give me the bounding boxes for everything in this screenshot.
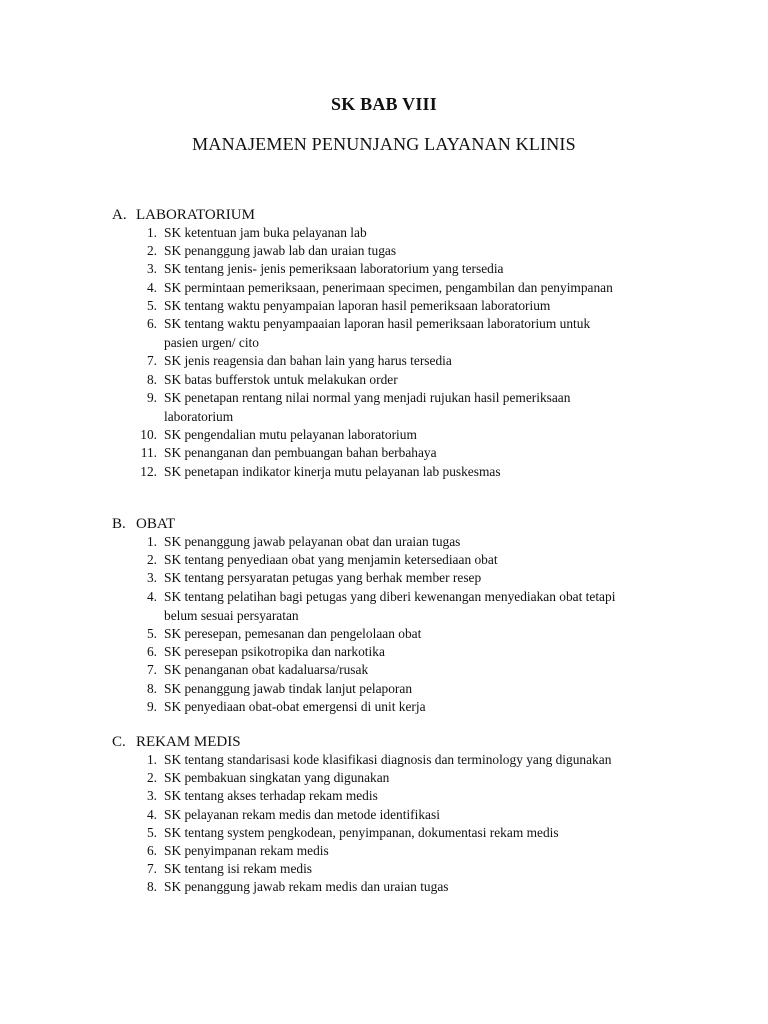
item-number: 7. [146, 353, 157, 369]
item-number: 5. [146, 297, 157, 313]
item-text: SK penanggung jawab pelayanan obat dan uraian tugas [164, 534, 461, 549]
item-text: SK penyimpanan rekam medis [164, 843, 329, 859]
item-text: SK pengendalian mutu pelayanan laboratorium [164, 427, 417, 443]
item-number: 3. [146, 788, 157, 804]
item-number: 7. [146, 662, 157, 678]
item-text: SK tentang penyediaan obat yang menjamin ketersediaan obat [164, 552, 498, 568]
list-item [112, 260, 712, 278]
list-item [112, 787, 712, 805]
list-item [112, 569, 712, 587]
item-number: 9. [146, 698, 157, 714]
item-number: 8. [146, 680, 157, 696]
item-number: 7. [146, 861, 157, 877]
item-number: 1. [146, 752, 157, 767]
list-item [112, 751, 712, 769]
item-text: SK tentang persyaratan petugas yang berhak member resep [164, 570, 482, 586]
item-text: SK permintaan pemeriksaan, penerimaan specimen, pengambilan dan penyimpanan [164, 279, 613, 295]
item-text: SK pelayanan rekam medis dan metode identifikasi [164, 806, 440, 822]
item-number: 2. [146, 243, 157, 259]
item-text: SK pembakuan singkatan yang digunakan [164, 770, 390, 786]
list-item [112, 279, 712, 297]
item-number: 10. [140, 427, 157, 443]
item-text: SK penetapan rentang nilai normal yang menjadi rujukan hasil pemeriksaan [164, 389, 571, 405]
list-item [112, 224, 712, 242]
item-text: SK tentang isi rekam medis [164, 861, 313, 877]
item-text-continued: laboratorium [164, 409, 234, 425]
item-number: 2. [146, 770, 157, 786]
item-number: 9. [146, 389, 157, 405]
list-item [112, 680, 712, 698]
item-text: SK penanganan obat kadaluarsa/rusak [164, 662, 369, 678]
item-number: 8. [146, 371, 157, 387]
list-item [112, 806, 712, 824]
document-title: SK BAB VIII [331, 94, 437, 114]
item-number: 6. [146, 316, 157, 332]
list-item [112, 860, 712, 878]
section-title: REKAM MEDIS [136, 734, 241, 750]
item-text: SK tentang standarisasi kode klasifikasi diagnosis dan terminology yang digunakan [164, 752, 612, 767]
list-item [112, 242, 712, 260]
item-list [112, 751, 712, 897]
section-title: OBAT [136, 516, 176, 532]
item-text-continued: pasien urgen/ cito [164, 335, 259, 351]
item-text: SK peresepan, pemesanan dan pengelolaan obat [164, 626, 422, 642]
list-item [112, 315, 712, 352]
item-text: SK tentang akses terhadap rekam medis [164, 788, 378, 804]
list-item [112, 588, 712, 625]
list-item [112, 824, 712, 842]
list-item [112, 842, 712, 860]
item-text: SK penyediaan obat-obat emergensi di unit kerja [164, 698, 426, 714]
item-number: 1. [146, 225, 157, 240]
item-number: 5. [146, 824, 157, 840]
item-text: SK tentang pelatihan bagi petugas yang diberi kewenangan menyediakan obat tetapi [164, 588, 616, 604]
item-text: SK tentang waktu penyampaaian laporan hasil pemeriksaan laboratorium untuk [164, 316, 591, 332]
document-subtitle: MANAJEMEN PENUNJANG LAYANAN KLINIS [192, 134, 576, 154]
item-number: 6. [146, 843, 157, 859]
item-text: SK tentang waktu penyampaian laporan hasil pemeriksaan laboratorium [164, 297, 551, 313]
list-item [112, 533, 712, 551]
item-number: 4. [146, 806, 157, 822]
item-text: SK penetapan indikator kinerja mutu pelayanan lab puskesmas [164, 463, 501, 479]
item-text: SK penanggung jawab lab dan uraian tugas [164, 243, 397, 259]
section-heading [112, 206, 712, 224]
list-item [112, 297, 712, 315]
item-number: 3. [146, 261, 157, 277]
item-list [112, 224, 712, 481]
list-item [112, 444, 712, 462]
list-item [112, 371, 712, 389]
list-item [112, 698, 712, 716]
item-text: SK jenis reagensia dan bahan lain yang harus tersedia [164, 353, 452, 369]
list-item [112, 389, 712, 426]
list-item [112, 661, 712, 679]
item-text: SK ketentuan jam buka pelayanan lab [164, 225, 367, 240]
item-number: 2. [146, 552, 157, 568]
item-number: 5. [146, 626, 157, 642]
item-text: SK tentang system pengkodean, penyimpanan, dokumentasi rekam medis [164, 824, 559, 840]
list-item [112, 625, 712, 643]
item-number: 12. [140, 463, 157, 479]
section-heading [112, 733, 712, 751]
item-number: 4. [146, 588, 157, 604]
list-item [112, 352, 712, 370]
item-number: 11. [140, 445, 157, 461]
item-text: SK penanggung jawab rekam medis dan uraian tugas [164, 879, 449, 895]
section-obat [112, 515, 712, 716]
section-laboratorium [112, 206, 712, 481]
item-text-continued: belum sesuai persyaratan [164, 607, 299, 623]
item-number: 3. [146, 570, 157, 586]
section-heading [112, 515, 712, 533]
item-text: SK penanggung jawab tindak lanjut pelaporan [164, 680, 413, 696]
item-number: 4. [146, 279, 157, 295]
item-text: SK penanganan dan pembuangan bahan berbahaya [164, 445, 437, 461]
item-number: 8. [146, 879, 157, 895]
list-item [112, 551, 712, 569]
list-item [112, 769, 712, 787]
item-number: 6. [146, 644, 157, 660]
item-list [112, 533, 712, 716]
section-letter: C. [112, 734, 126, 750]
list-item [112, 463, 712, 481]
list-item [112, 426, 712, 444]
item-number: 1. [146, 534, 157, 549]
section-letter: A. [112, 207, 127, 223]
section-letter: B. [112, 516, 126, 532]
section-rekam-medis [112, 733, 712, 897]
list-item [112, 643, 712, 661]
list-item [112, 878, 712, 896]
item-text: SK batas bufferstok untuk melakukan order [164, 371, 398, 387]
section-title: LABORATORIUM [136, 207, 255, 223]
item-text: SK peresepan psikotropika dan narkotika [164, 644, 385, 660]
item-text: SK tentang jenis- jenis pemeriksaan laboratorium yang tersedia [164, 261, 504, 277]
